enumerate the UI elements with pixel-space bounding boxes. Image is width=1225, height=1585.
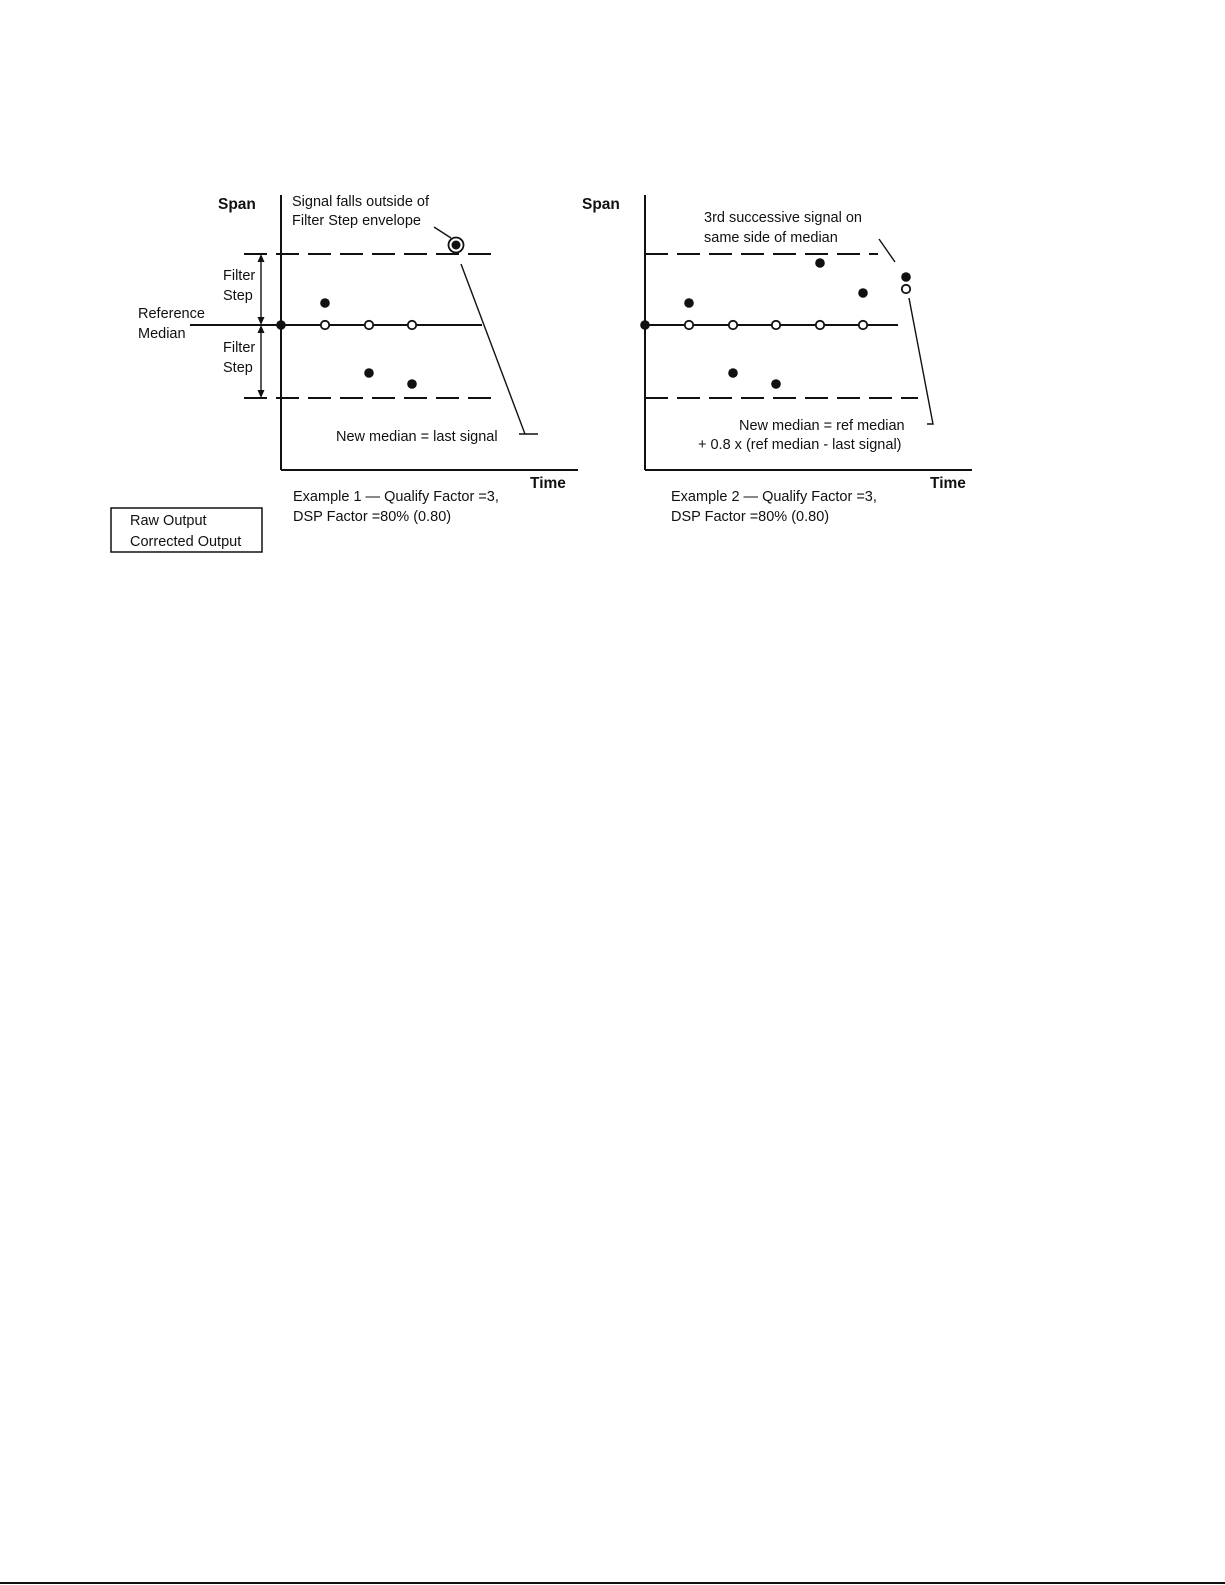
example-2-raw-point	[684, 298, 694, 308]
example-2-callout-top-leader	[879, 239, 895, 262]
example-2-caption-2: DSP Factor =80% (0.80)	[671, 509, 830, 525]
example-1-caption-2: DSP Factor =80% (0.80)	[293, 509, 452, 525]
example-1-corrected-point	[408, 321, 416, 329]
example-2-x-axis-label: Time	[930, 475, 966, 492]
example-2-raw-point	[815, 258, 825, 268]
example-2-raw-point	[901, 272, 911, 282]
example-1-filter-step-lower-label: Filter	[223, 340, 256, 356]
example-1-filter-step-lower-label-2: Step	[223, 360, 253, 376]
example-2-raw-point	[728, 368, 738, 378]
example-1-callout-bottom: New median = last signal	[336, 429, 498, 445]
example-1-y-axis-label: Span	[218, 196, 256, 213]
example-2-raw-point	[771, 379, 781, 389]
example-1-caption: Example 1 — Qualify Factor =3,	[293, 489, 499, 505]
example-1-raw-point	[407, 379, 417, 389]
example-2-corrected-point	[685, 321, 693, 329]
example-2-raw-point	[640, 320, 650, 330]
example-1-corrected-point	[321, 321, 329, 329]
example-1-callout-bottom-leader	[461, 264, 538, 434]
example-2-callout-bottom: New median = ref median	[739, 418, 905, 434]
example-1-chart	[138, 194, 578, 525]
example-2-corrected-point	[816, 321, 824, 329]
example-1-x-axis-label: Time	[530, 475, 566, 492]
example-1-outlier-raw-point	[452, 241, 461, 250]
example-2-caption: Example 2 — Qualify Factor =3,	[671, 489, 877, 505]
legend	[111, 508, 262, 552]
example-1-corrected-point	[365, 321, 373, 329]
example-1-filter-step-upper-label: Filter	[223, 268, 256, 284]
example-1-callout-top: Signal falls outside of	[292, 194, 430, 210]
example-2-y-axis-label: Span	[582, 196, 620, 213]
example-1-callout-top-2: Filter Step envelope	[292, 213, 421, 229]
example-2-corrected-point	[902, 285, 910, 293]
example-1-reference-median-label-2: Median	[138, 326, 186, 342]
example-1-reference-median-label: Reference	[138, 306, 205, 322]
example-2-corrected-point	[859, 321, 867, 329]
example-2-callout-top-2: same side of median	[704, 230, 838, 246]
example-2-raw-point	[858, 288, 868, 298]
example-1-raw-point	[276, 320, 286, 330]
legend-corrected-output-label: Corrected Output	[130, 534, 242, 550]
example-1-raw-point	[320, 298, 330, 308]
example-1-raw-point	[364, 368, 374, 378]
example-1-callout-top-leader	[434, 227, 451, 238]
example-2-chart	[582, 195, 972, 525]
example-2-corrected-point	[729, 321, 737, 329]
example-1-filter-step-upper-label-2: Step	[223, 288, 253, 304]
example-2-callout-bottom-leader	[909, 298, 933, 424]
example-2-callout-top: 3rd successive signal on	[704, 210, 862, 226]
example-2-corrected-point	[772, 321, 780, 329]
example-2-callout-bottom-2: + 0.8 x (ref median - last signal)	[698, 437, 902, 453]
legend-raw-output-label: Raw Output	[130, 513, 207, 529]
